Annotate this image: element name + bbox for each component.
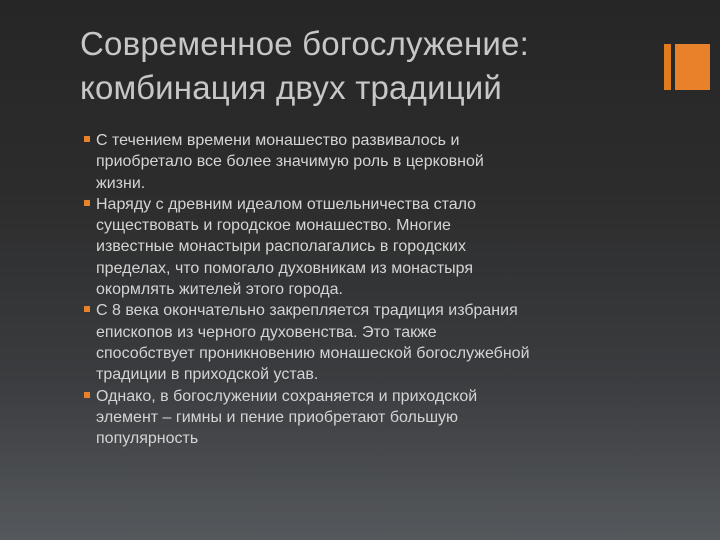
bullet-line: С 8 века окончательно закрепляется традиция избрания: [96, 302, 518, 320]
square-bullet-icon: [84, 306, 90, 312]
bullet-item: [84, 130, 664, 194]
bullet-line: существовать и городское монашество. Многие: [96, 217, 451, 235]
bullet-line: Однако, в богослужении сохраняется и приходской: [96, 387, 478, 405]
bullet-line: популярность: [96, 430, 199, 448]
bullet-line: элемент – гимны и пение приобретают большую: [96, 408, 459, 426]
bullet-line: пределах, что помогало духовникам из монастыря: [96, 259, 474, 277]
bullet-line: окормлять жителей этого города.: [96, 281, 343, 299]
bullet-line: жизни.: [96, 174, 146, 192]
accent-bar: [664, 44, 671, 90]
bullet-item: [84, 300, 664, 385]
bullet-item: [84, 386, 664, 450]
title-line-1: Современное богослужение:: [80, 25, 529, 62]
square-bullet-icon: [84, 392, 90, 398]
bullet-item: [84, 194, 664, 300]
square-bullet-icon: [84, 136, 90, 142]
bullet-list: [84, 130, 664, 449]
bullet-line: способствует проникновению монашеской богослужебной: [96, 344, 530, 362]
bullet-line: приобретало все более значимую роль в церковной: [96, 153, 484, 171]
bullet-line: традиции в приходской устав.: [96, 366, 319, 384]
title-line-2: комбинация двух традиций: [80, 69, 503, 106]
accent-box: [675, 44, 710, 90]
square-bullet-icon: [84, 200, 90, 206]
bullet-line: известные монастыри располагались в городских: [96, 238, 466, 256]
accent-decoration: [664, 44, 710, 90]
bullet-line: Наряду с древним идеалом отшельничества стало: [96, 195, 477, 213]
bullet-line: епископов из черного духовенства. Это также: [96, 323, 437, 341]
bullet-line: С течением времени монашество развивалось и: [96, 132, 460, 149]
slide-title: [80, 22, 640, 110]
